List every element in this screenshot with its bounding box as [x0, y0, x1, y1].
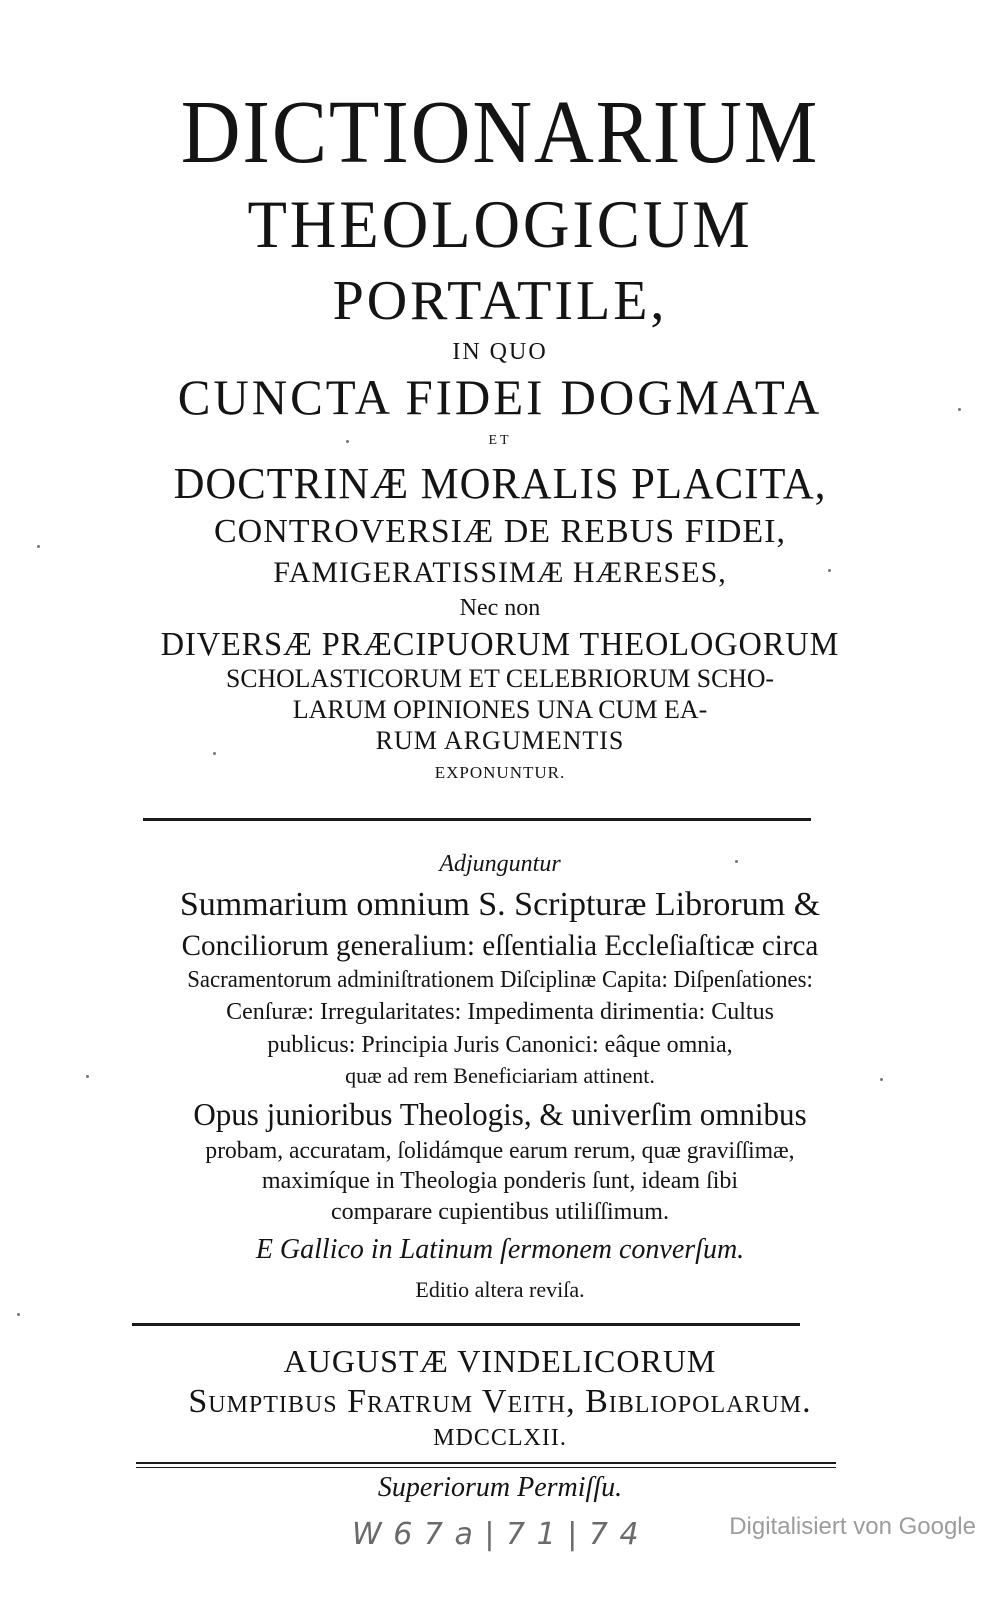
horizontal-rule-3 [136, 1462, 836, 1464]
title-line-portatile: PORTATILE, [332, 270, 668, 332]
title-line-theologicum: THEOLOGICUM [247, 186, 753, 262]
diversae-line: DIVERSÆ PRÆCIPUORUM THEOLOGORUM [160, 626, 840, 663]
translation-note: E Gallico in Latinum ſermonem converſum. [255, 1234, 745, 1265]
summarium-line-3: Sacramentorum adminiſtrationem Diſciplinæ Capita: Diſpenſationes: [187, 967, 813, 993]
edition-line: Editio altera reviſa. [415, 1277, 585, 1302]
summarium-line-4: Cenſuræ: Irregularitates: Impedimenta dirimentia: Cultus [226, 999, 774, 1025]
scan-speck [958, 408, 961, 411]
opus-line-3: maximíque in Theologia ponderis ſunt, ideam ſibi [261, 1168, 739, 1194]
et-line: ET [488, 433, 512, 448]
google-watermark: Digitalisiert von Google [729, 1513, 976, 1540]
scholasticorum-line: SCHOLASTICORUM ET CELEBRIORUM SCHO- [226, 664, 774, 693]
in-quo-line: IN QUO [452, 339, 548, 365]
summarium-line-2: Conciliorum generalium: eſſentialia Eccleſiaſticæ circa [181, 929, 819, 962]
doctrinae-line: DOCTRINÆ MORALIS PLACITA, [173, 459, 827, 508]
scan-speck [86, 1075, 89, 1078]
summarium-line-1: Summarium omnium S. Scripturæ Librorum & [179, 886, 821, 923]
scan-speck [880, 1078, 883, 1081]
summarium-line-6: quæ ad rem Beneficiariam attinent. [345, 1063, 655, 1088]
handwritten-shelfmark: W 6 7 a | 7 1 | 7 4 [352, 1517, 640, 1552]
cuncta-fidei-line: CUNCTA FIDEI DOGMATA [177, 369, 823, 425]
nec-non-line: Nec non [459, 595, 541, 621]
imprint-year: MDCCLXII. [433, 1425, 567, 1451]
horizontal-rule-2 [132, 1323, 800, 1326]
permission-line: Superiorum Permiſſu. [377, 1472, 623, 1503]
title-line-dictionarium: DICTIONARIUM [180, 83, 820, 182]
imprint-place: AUGUSTÆ VINDELICORUM [283, 1343, 717, 1379]
scan-speck [346, 440, 349, 443]
scan-speck [828, 569, 831, 572]
opus-line-4: comparare cupientibus utiliſſimum. [331, 1199, 669, 1225]
controversiae-line: CONTROVERSIÆ DE REBUS FIDEI, [213, 513, 787, 550]
scan-speck [735, 860, 738, 863]
larum-line: LARUM OPINIONES UNA CUM EA- [292, 695, 708, 724]
opus-line-1: Opus junioribus Theologis, & univerſim omnibus [193, 1096, 807, 1132]
exponuntur-line: EXPONUNTUR. [434, 763, 566, 782]
scan-speck [213, 752, 216, 755]
summarium-line-5: publicus: Principia Juris Canonici: eâque omnia, [267, 1032, 733, 1058]
adjunguntur-line: Adjunguntur [439, 851, 561, 877]
famigeratissimae-line: FAMIGERATISSIMÆ HÆRESES, [273, 556, 727, 589]
scan-speck [17, 1313, 20, 1316]
scan-speck [37, 545, 40, 548]
imprint-publisher: Sumptibus Fratrum Veith, Bibliopolarum. [188, 1383, 812, 1420]
opus-line-2: probam, accuratam, ſolidámque earum rerum, quæ graviſſimæ, [205, 1138, 795, 1164]
rum-argumentis-line: RUM ARGUMENTIS [375, 726, 625, 755]
horizontal-rule-1 [143, 818, 811, 821]
